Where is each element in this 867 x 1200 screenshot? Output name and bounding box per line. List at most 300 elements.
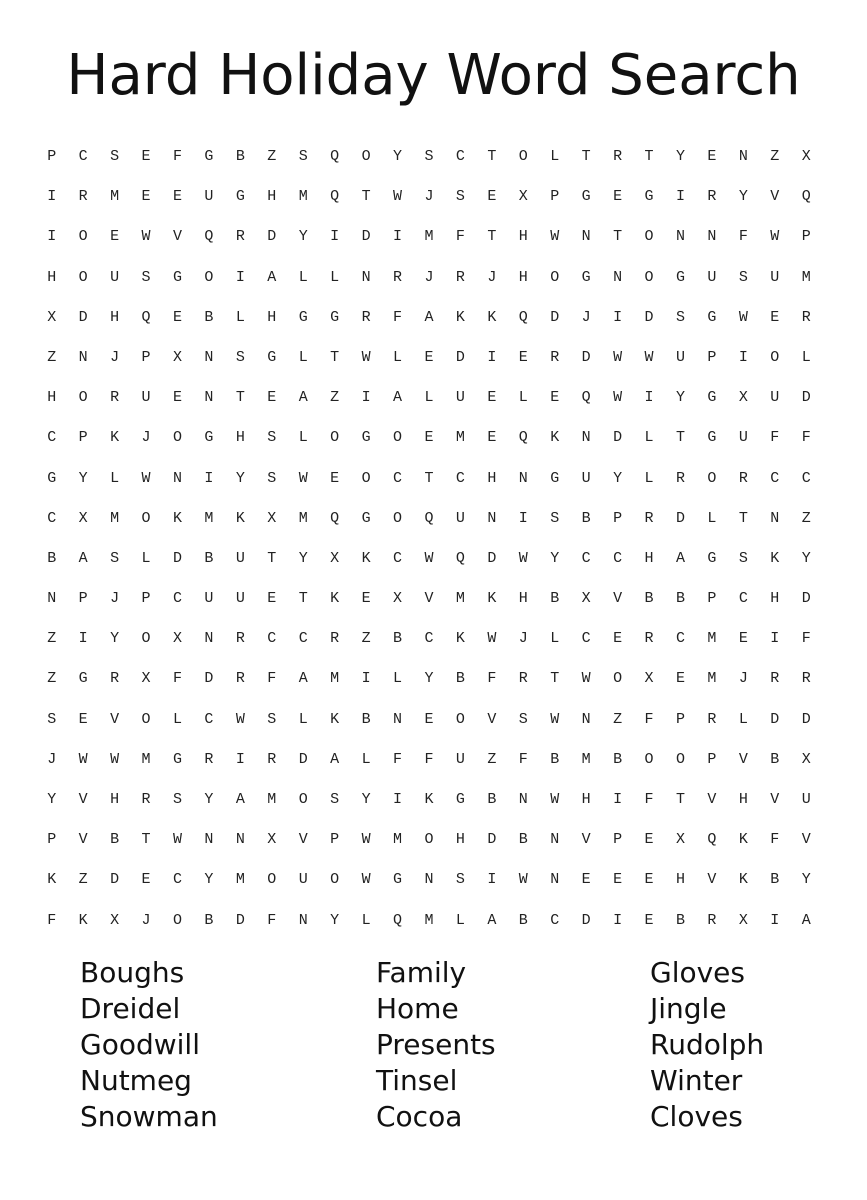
grid-letter: T bbox=[675, 791, 685, 808]
grid-row bbox=[36, 299, 836, 339]
grid-letter: D bbox=[455, 348, 465, 366]
grid-letter: W bbox=[518, 549, 528, 567]
grid-letter: J bbox=[141, 429, 151, 447]
grid-letter: I bbox=[361, 389, 371, 407]
grid-letter: M bbox=[141, 750, 151, 768]
grid-letter: R bbox=[644, 509, 654, 527]
grid-letter: D bbox=[235, 911, 245, 929]
grid-letter: T bbox=[361, 188, 371, 206]
grid-letter: X bbox=[801, 148, 811, 165]
grid-letter: C bbox=[675, 630, 685, 648]
grid-letter: K bbox=[330, 590, 340, 608]
grid-letter: L bbox=[455, 911, 465, 929]
grid-letter: O bbox=[78, 268, 88, 286]
grid-letter: G bbox=[235, 188, 245, 206]
grid-letter: U bbox=[204, 188, 214, 206]
grid-letter: M bbox=[110, 188, 120, 206]
grid-letter: M bbox=[424, 911, 434, 929]
grid-letter: V bbox=[613, 590, 623, 608]
grid-letter: O bbox=[330, 429, 340, 447]
grid-letter: I bbox=[204, 469, 214, 487]
word-list-column-2 bbox=[376, 955, 496, 1135]
grid-letter: O bbox=[424, 831, 434, 849]
grid-letter: C bbox=[581, 549, 591, 567]
grid-letter: F bbox=[770, 831, 780, 849]
grid-letter: Z bbox=[47, 630, 57, 648]
grid-letter: U bbox=[110, 268, 120, 286]
grid-letter: V bbox=[770, 188, 780, 206]
grid-letter: G bbox=[393, 871, 403, 889]
grid-letter: M bbox=[707, 670, 717, 688]
grid-letter: X bbox=[110, 911, 120, 929]
grid-letter: U bbox=[235, 590, 245, 608]
grid-letter: T bbox=[298, 590, 308, 608]
grid-letter: N bbox=[487, 509, 497, 527]
grid-letter: V bbox=[172, 228, 182, 246]
grid-letter: W bbox=[110, 750, 120, 768]
grid-letter: N bbox=[518, 791, 528, 808]
grid-letter: O bbox=[330, 871, 340, 889]
grid-letter: E bbox=[644, 831, 654, 849]
grid-letter: X bbox=[78, 509, 88, 527]
grid-letter: J bbox=[581, 308, 591, 326]
grid-letter: R bbox=[141, 791, 151, 808]
grid-letter: U bbox=[235, 549, 245, 567]
grid-letter: V bbox=[78, 831, 88, 849]
grid-letter: S bbox=[550, 509, 560, 527]
grid-letter: T bbox=[235, 389, 245, 407]
word-list-item: Family bbox=[376, 956, 467, 989]
grid-letter: K bbox=[361, 549, 371, 567]
grid-letter: N bbox=[707, 228, 717, 246]
grid-letter: K bbox=[110, 429, 120, 447]
grid-letter: I bbox=[675, 188, 685, 206]
grid-letter: S bbox=[172, 791, 182, 808]
grid-letter: R bbox=[707, 188, 717, 206]
grid-letter: E bbox=[644, 911, 654, 929]
grid-letter: H bbox=[487, 469, 497, 487]
grid-letter: B bbox=[770, 750, 780, 768]
grid-letter: B bbox=[204, 911, 214, 929]
grid-letter: Q bbox=[801, 188, 811, 206]
grid-letter: A bbox=[801, 911, 811, 929]
grid-row bbox=[36, 701, 836, 741]
grid-letter: C bbox=[550, 911, 560, 929]
grid-letter: X bbox=[581, 590, 591, 608]
grid-letter: T bbox=[330, 348, 340, 366]
grid-letter: Q bbox=[141, 308, 151, 326]
grid-letter: E bbox=[172, 188, 182, 206]
grid-letter: E bbox=[707, 148, 717, 165]
grid-row bbox=[36, 419, 836, 459]
grid-letter: H bbox=[518, 228, 528, 246]
grid-letter: W bbox=[644, 348, 654, 366]
grid-letter: G bbox=[707, 389, 717, 407]
grid-letter: L bbox=[550, 148, 560, 165]
grid-letter: R bbox=[204, 750, 214, 768]
grid-letter: U bbox=[455, 750, 465, 768]
grid-letter: W bbox=[487, 630, 497, 648]
grid-letter: K bbox=[550, 429, 560, 447]
grid-letter: N bbox=[204, 831, 214, 849]
grid-letter: N bbox=[298, 911, 308, 929]
grid-letter: S bbox=[110, 549, 120, 567]
grid-letter: X bbox=[267, 831, 277, 849]
grid-letter: F bbox=[770, 429, 780, 447]
grid-letter: B bbox=[235, 148, 245, 165]
grid-letter: Q bbox=[455, 549, 465, 567]
grid-letter: I bbox=[644, 389, 654, 407]
grid-letter: I bbox=[613, 911, 623, 929]
grid-letter: S bbox=[738, 549, 748, 567]
grid-letter: M bbox=[455, 429, 465, 447]
grid-letter: G bbox=[47, 469, 57, 487]
grid-letter: M bbox=[330, 670, 340, 688]
grid-letter: W bbox=[518, 871, 528, 889]
grid-letter: C bbox=[424, 630, 434, 648]
grid-letter: C bbox=[455, 148, 465, 165]
grid-letter: D bbox=[550, 308, 560, 326]
grid-letter: S bbox=[267, 469, 277, 487]
grid-letter: N bbox=[738, 148, 748, 165]
grid-letter: W bbox=[613, 348, 623, 366]
grid-letter: G bbox=[707, 549, 717, 567]
grid-letter: H bbox=[518, 268, 528, 286]
grid-letter: Y bbox=[675, 389, 685, 407]
grid-letter: P bbox=[707, 348, 717, 366]
grid-row bbox=[36, 259, 836, 299]
grid-letter: N bbox=[550, 871, 560, 889]
grid-letter: Z bbox=[267, 148, 277, 165]
grid-row bbox=[36, 379, 836, 419]
grid-row bbox=[36, 178, 836, 218]
grid-letter: B bbox=[613, 750, 623, 768]
grid-letter: X bbox=[172, 348, 182, 366]
word-list-item: Goodwill bbox=[80, 1028, 200, 1061]
grid-letter: Q bbox=[204, 228, 214, 246]
grid-letter: V bbox=[581, 831, 591, 849]
grid-letter: K bbox=[455, 630, 465, 648]
grid-letter: O bbox=[393, 509, 403, 527]
grid-row bbox=[36, 500, 836, 540]
grid-letter: Z bbox=[770, 148, 780, 165]
grid-letter: H bbox=[675, 871, 685, 889]
grid-letter: B bbox=[675, 911, 685, 929]
grid-letter: Y bbox=[330, 911, 340, 929]
grid-letter: H bbox=[47, 268, 57, 286]
grid-letter: G bbox=[581, 268, 591, 286]
grid-letter: V bbox=[298, 831, 308, 849]
grid-letter: Q bbox=[330, 509, 340, 527]
grid-letter: Y bbox=[78, 469, 88, 487]
grid-letter: E bbox=[738, 630, 748, 648]
grid-letter: N bbox=[172, 469, 182, 487]
grid-letter: L bbox=[110, 469, 120, 487]
grid-letter: R bbox=[110, 389, 120, 407]
grid-letter: B bbox=[581, 509, 591, 527]
grid-letter: R bbox=[550, 348, 560, 366]
grid-letter: E bbox=[770, 308, 780, 326]
grid-letter: X bbox=[141, 670, 151, 688]
grid-letter: C bbox=[455, 469, 465, 487]
grid-letter: U bbox=[738, 429, 748, 447]
grid-letter: D bbox=[267, 228, 277, 246]
grid-letter: F bbox=[644, 710, 654, 728]
grid-row bbox=[36, 540, 836, 580]
word-list-item: Gloves bbox=[650, 956, 745, 989]
grid-letter: R bbox=[110, 670, 120, 688]
grid-letter: N bbox=[581, 710, 591, 728]
grid-letter: Y bbox=[110, 630, 120, 648]
grid-letter: X bbox=[267, 509, 277, 527]
grid-letter: B bbox=[361, 710, 371, 728]
grid-letter: O bbox=[518, 148, 528, 165]
grid-letter: W bbox=[550, 791, 560, 808]
grid-letter: D bbox=[581, 348, 591, 366]
grid-letter: Y bbox=[47, 791, 57, 808]
grid-letter: Y bbox=[550, 549, 560, 567]
grid-row bbox=[36, 460, 836, 500]
grid-letter: Q bbox=[518, 308, 528, 326]
grid-letter: T bbox=[613, 228, 623, 246]
grid-letter: G bbox=[675, 268, 685, 286]
grid-letter: E bbox=[361, 590, 371, 608]
grid-letter: B bbox=[644, 590, 654, 608]
grid-letter: X bbox=[172, 630, 182, 648]
grid-row bbox=[36, 580, 836, 620]
word-list-item: Tinsel bbox=[376, 1064, 458, 1097]
grid-letter: T bbox=[738, 509, 748, 527]
grid-letter: Q bbox=[330, 188, 340, 206]
grid-letter: S bbox=[267, 710, 277, 728]
grid-letter: E bbox=[613, 630, 623, 648]
grid-letter: Y bbox=[738, 188, 748, 206]
word-list-item: Snowman bbox=[80, 1100, 218, 1133]
grid-letter: Y bbox=[235, 469, 245, 487]
grid-letter: E bbox=[518, 348, 528, 366]
grid-letter: R bbox=[330, 630, 340, 648]
grid-letter: W bbox=[424, 549, 434, 567]
grid-letter: J bbox=[738, 670, 748, 688]
grid-letter: N bbox=[78, 348, 88, 366]
grid-letter: V bbox=[738, 750, 748, 768]
grid-letter: D bbox=[770, 710, 780, 728]
grid-letter: G bbox=[581, 188, 591, 206]
grid-letter: E bbox=[172, 389, 182, 407]
grid-letter: I bbox=[330, 228, 340, 246]
grid-letter: T bbox=[644, 148, 654, 165]
grid-letter: H bbox=[110, 308, 120, 326]
grid-letter: E bbox=[267, 389, 277, 407]
grid-letter: U bbox=[675, 348, 685, 366]
grid-letter: W bbox=[141, 469, 151, 487]
grid-letter: F bbox=[424, 750, 434, 768]
grid-letter: L bbox=[361, 750, 371, 768]
grid-letter: E bbox=[110, 228, 120, 246]
grid-letter: C bbox=[393, 469, 403, 487]
grid-letter: O bbox=[361, 148, 371, 165]
grid-letter: L bbox=[393, 670, 403, 688]
grid-letter: L bbox=[644, 469, 654, 487]
grid-letter: F bbox=[172, 670, 182, 688]
grid-letter: U bbox=[298, 871, 308, 889]
grid-letter: W bbox=[738, 308, 748, 326]
grid-letter: T bbox=[675, 429, 685, 447]
grid-letter: F bbox=[393, 308, 403, 326]
grid-letter: O bbox=[141, 710, 151, 728]
grid-letter: S bbox=[675, 308, 685, 326]
grid-letter: D bbox=[801, 590, 811, 608]
grid-letter: V bbox=[801, 831, 811, 849]
grid-letter: M bbox=[424, 228, 434, 246]
grid-letter: X bbox=[393, 590, 403, 608]
word-list-item: Boughs bbox=[80, 956, 185, 989]
grid-letter: Y bbox=[424, 670, 434, 688]
grid-letter: O bbox=[644, 750, 654, 768]
grid-letter: E bbox=[581, 871, 591, 889]
grid-letter: R bbox=[675, 469, 685, 487]
grid-letter: I bbox=[487, 348, 497, 366]
grid-letter: P bbox=[78, 590, 88, 608]
grid-letter: S bbox=[330, 791, 340, 808]
grid-letter: N bbox=[361, 268, 371, 286]
grid-letter: R bbox=[235, 670, 245, 688]
grid-letter: S bbox=[424, 148, 434, 165]
grid-letter: Z bbox=[47, 348, 57, 366]
grid-letter: E bbox=[141, 188, 151, 206]
grid-letter: X bbox=[738, 911, 748, 929]
grid-letter: B bbox=[550, 750, 560, 768]
grid-letter: G bbox=[204, 429, 214, 447]
grid-letter: E bbox=[487, 188, 497, 206]
grid-letter: H bbox=[47, 389, 57, 407]
grid-letter: E bbox=[424, 710, 434, 728]
word-list-item: Winter bbox=[650, 1064, 743, 1097]
grid-letter: G bbox=[361, 509, 371, 527]
grid-letter: V bbox=[707, 871, 717, 889]
grid-letter: J bbox=[424, 188, 434, 206]
word-list bbox=[0, 955, 867, 1145]
grid-letter: J bbox=[110, 348, 120, 366]
grid-letter: T bbox=[487, 148, 497, 165]
grid-letter: W bbox=[550, 228, 560, 246]
grid-letter: L bbox=[330, 268, 340, 286]
grid-letter: W bbox=[235, 710, 245, 728]
grid-letter: M bbox=[267, 791, 277, 808]
grid-letter: Y bbox=[675, 148, 685, 165]
grid-letter: N bbox=[770, 509, 780, 527]
grid-letter: Z bbox=[78, 871, 88, 889]
grid-letter: T bbox=[267, 549, 277, 567]
grid-letter: E bbox=[424, 429, 434, 447]
word-list-item: Jingle bbox=[650, 992, 727, 1025]
grid-letter: W bbox=[78, 750, 88, 768]
grid-letter: Z bbox=[47, 670, 57, 688]
grid-letter: K bbox=[487, 308, 497, 326]
grid-letter: R bbox=[361, 308, 371, 326]
grid-letter: V bbox=[487, 710, 497, 728]
grid-letter: D bbox=[581, 911, 591, 929]
grid-letter: D bbox=[110, 871, 120, 889]
grid-letter: T bbox=[141, 831, 151, 849]
grid-letter: A bbox=[298, 389, 308, 407]
grid-letter: O bbox=[141, 630, 151, 648]
grid-letter: P bbox=[550, 188, 560, 206]
grid-letter: R bbox=[801, 308, 811, 326]
grid-letter: A bbox=[78, 549, 88, 567]
grid-letter: K bbox=[424, 791, 434, 808]
grid-letter: G bbox=[172, 750, 182, 768]
grid-letter: O bbox=[172, 429, 182, 447]
grid-letter: L bbox=[361, 911, 371, 929]
grid-letter: V bbox=[707, 791, 717, 808]
grid-letter: R bbox=[235, 630, 245, 648]
grid-letter: M bbox=[298, 509, 308, 527]
grid-letter: J bbox=[110, 590, 120, 608]
grid-letter: A bbox=[424, 308, 434, 326]
grid-letter: E bbox=[141, 148, 151, 165]
grid-letter: V bbox=[78, 791, 88, 808]
grid-letter: C bbox=[298, 630, 308, 648]
word-list-item: Nutmeg bbox=[80, 1064, 192, 1097]
grid-letter: T bbox=[550, 670, 560, 688]
grid-letter: P bbox=[707, 750, 717, 768]
grid-letter: D bbox=[78, 308, 88, 326]
grid-letter: O bbox=[141, 509, 151, 527]
grid-letter: F bbox=[393, 750, 403, 768]
grid-letter: M bbox=[801, 268, 811, 286]
grid-letter: G bbox=[550, 469, 560, 487]
grid-letter: A bbox=[393, 389, 403, 407]
grid-letter: N bbox=[581, 429, 591, 447]
grid-letter: B bbox=[518, 911, 528, 929]
grid-letter: F bbox=[738, 228, 748, 246]
grid-letter: H bbox=[644, 549, 654, 567]
grid-letter: B bbox=[675, 590, 685, 608]
grid-letter: W bbox=[581, 670, 591, 688]
grid-letter: B bbox=[204, 308, 214, 326]
grid-letter: T bbox=[487, 228, 497, 246]
grid-letter: T bbox=[581, 148, 591, 165]
grid-letter: G bbox=[707, 308, 717, 326]
grid-letter: N bbox=[47, 590, 57, 608]
grid-letter: F bbox=[801, 429, 811, 447]
grid-letter: H bbox=[770, 590, 780, 608]
grid-letter: L bbox=[298, 710, 308, 728]
word-list-item: Rudolph bbox=[650, 1028, 765, 1061]
grid-letter: W bbox=[393, 188, 403, 206]
grid-letter: I bbox=[361, 670, 371, 688]
grid-letter: Z bbox=[613, 710, 623, 728]
grid-letter: N bbox=[581, 228, 591, 246]
grid-letter: Q bbox=[518, 429, 528, 447]
grid-letter: C bbox=[613, 549, 623, 567]
grid-row bbox=[36, 660, 836, 700]
grid-letter: U bbox=[801, 791, 811, 808]
grid-letter: I bbox=[770, 911, 780, 929]
grid-letter: G bbox=[267, 348, 277, 366]
grid-letter: I bbox=[518, 509, 528, 527]
grid-letter: E bbox=[487, 389, 497, 407]
grid-letter: N bbox=[518, 469, 528, 487]
grid-letter: S bbox=[738, 268, 748, 286]
grid-letter: L bbox=[393, 348, 403, 366]
grid-row bbox=[36, 902, 836, 942]
grid-letter: K bbox=[738, 831, 748, 849]
grid-letter: H bbox=[267, 308, 277, 326]
grid-letter: O bbox=[298, 791, 308, 808]
grid-letter: Y bbox=[298, 549, 308, 567]
